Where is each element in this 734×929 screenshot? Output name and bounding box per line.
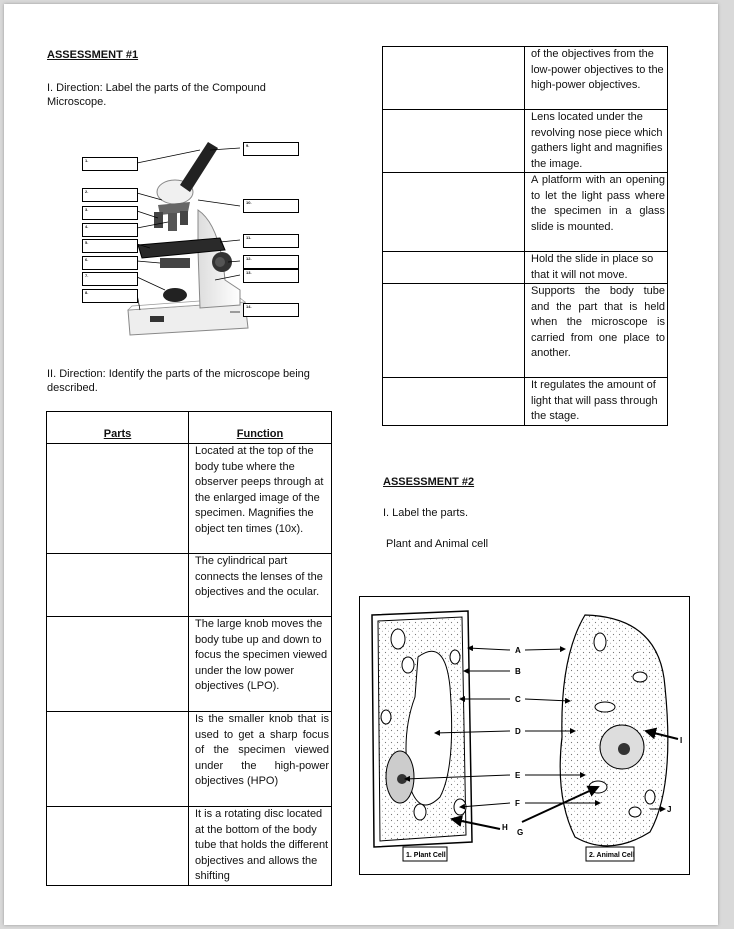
- answer-cell-2[interactable]: [47, 554, 189, 617]
- label-box-10[interactable]: 10.: [243, 199, 299, 213]
- label-box-12[interactable]: 12.: [243, 255, 299, 269]
- label-box-6[interactable]: 6.: [82, 256, 138, 270]
- function-cell-10: It regulates the amount of light that will pass through the stage.: [525, 378, 668, 426]
- function-cell-3: The large knob moves the body tube up and down to focus the specimen viewed under the low power objectives (LPO).: [189, 617, 332, 712]
- parts-function-table-left: [46, 411, 332, 886]
- letter-b: B: [515, 667, 521, 676]
- assessment1-title: ASSESSMENT #1: [47, 49, 139, 61]
- letter-j: J: [667, 805, 672, 814]
- function-cell-2: The cylindrical part connects the lenses of the objectives and the ocular.: [189, 554, 332, 617]
- answer-cell-3[interactable]: [47, 617, 189, 712]
- answer-cell-5[interactable]: [47, 807, 189, 886]
- label-box-13[interactable]: 13.: [243, 269, 299, 283]
- cell-diagram-frame: [359, 596, 690, 875]
- letter-a: A: [515, 646, 521, 655]
- function-cell-1: Located at the top of the body tube where the observer peeps through at the enlarged image of the specimen. Magnifies the object ten times (10x).: [189, 444, 332, 554]
- answer-cell-5-cont[interactable]: [383, 47, 525, 110]
- function-cell-4: Is the smaller knob that is used to get a sharp focus of the specimen viewed under the high-power objectives (HPO): [189, 712, 332, 807]
- letter-c: C: [515, 695, 521, 704]
- assessment2-subtitle: Plant and Animal cell: [386, 538, 489, 550]
- function-cell-9: Supports the body tube and the part that is held when the microscope is carried from one place to another.: [525, 284, 668, 378]
- answer-cell-6[interactable]: [383, 110, 525, 173]
- letter-h: H: [502, 823, 508, 832]
- label-box-4[interactable]: 4.: [82, 223, 138, 237]
- letter-g: G: [517, 828, 524, 837]
- animal-cell-label: 2. Animal Cell: [589, 852, 635, 859]
- answer-cell-9[interactable]: [383, 284, 525, 378]
- illuminator: [163, 288, 187, 302]
- label-box-9[interactable]: 9.: [243, 142, 299, 156]
- answer-cell-4[interactable]: [47, 712, 189, 807]
- function-cell-8: Hold the slide in place so that it will not move.: [525, 252, 668, 284]
- base-label-plate: [150, 316, 164, 322]
- function-cell-5: It is a rotating disc located at the bottom of the body tube that holds the different objectives and allows the shifting: [189, 807, 332, 886]
- letter-f: F: [515, 799, 520, 808]
- animal-cell: [560, 615, 668, 846]
- function-cell-5-cont: of the objectives from the low-power objectives to the high-power objectives.: [525, 47, 668, 110]
- answer-cell-1[interactable]: [47, 444, 189, 554]
- label-box-7[interactable]: 7.: [82, 272, 138, 286]
- direction-2: II. Direction: Identify the parts of the microscope being described.: [47, 368, 310, 394]
- letter-i: I: [680, 736, 683, 745]
- label-box-1[interactable]: 1.: [82, 157, 138, 171]
- label-box-3[interactable]: 3.: [82, 206, 138, 220]
- label-box-2[interactable]: 2.: [82, 188, 138, 202]
- function-cell-6: Lens located under the revolving nose piece which gathers light and magnifies the image.: [525, 110, 668, 173]
- assessment2-instruction: I. Label the parts.: [383, 507, 468, 519]
- assessment2-title: ASSESSMENT #2: [383, 476, 475, 488]
- cell-diagram: [360, 597, 689, 874]
- letter-e: E: [515, 771, 521, 780]
- answer-cell-8[interactable]: [383, 252, 525, 284]
- plant-cell: [372, 611, 472, 847]
- label-box-14[interactable]: 14.: [243, 303, 299, 317]
- function-cell-7: A platform with an opening to let the light pass where the specimen in a glass slide is mounted.: [525, 173, 668, 252]
- label-box-11[interactable]: 11.: [243, 234, 299, 248]
- function-header: Function: [189, 412, 332, 444]
- answer-cell-7[interactable]: [383, 173, 525, 252]
- direction-1: I. Direction: Label the parts of the Compound Microscope.: [47, 82, 266, 108]
- label-box-5[interactable]: 5.: [82, 239, 138, 253]
- answer-cell-10[interactable]: [383, 378, 525, 426]
- parts-header: Parts: [47, 412, 189, 444]
- plant-cell-label: 1. Plant Cell: [406, 852, 446, 859]
- label-box-8[interactable]: 8.: [82, 289, 138, 303]
- letter-d: D: [515, 727, 521, 736]
- parts-function-table-right: [382, 46, 668, 426]
